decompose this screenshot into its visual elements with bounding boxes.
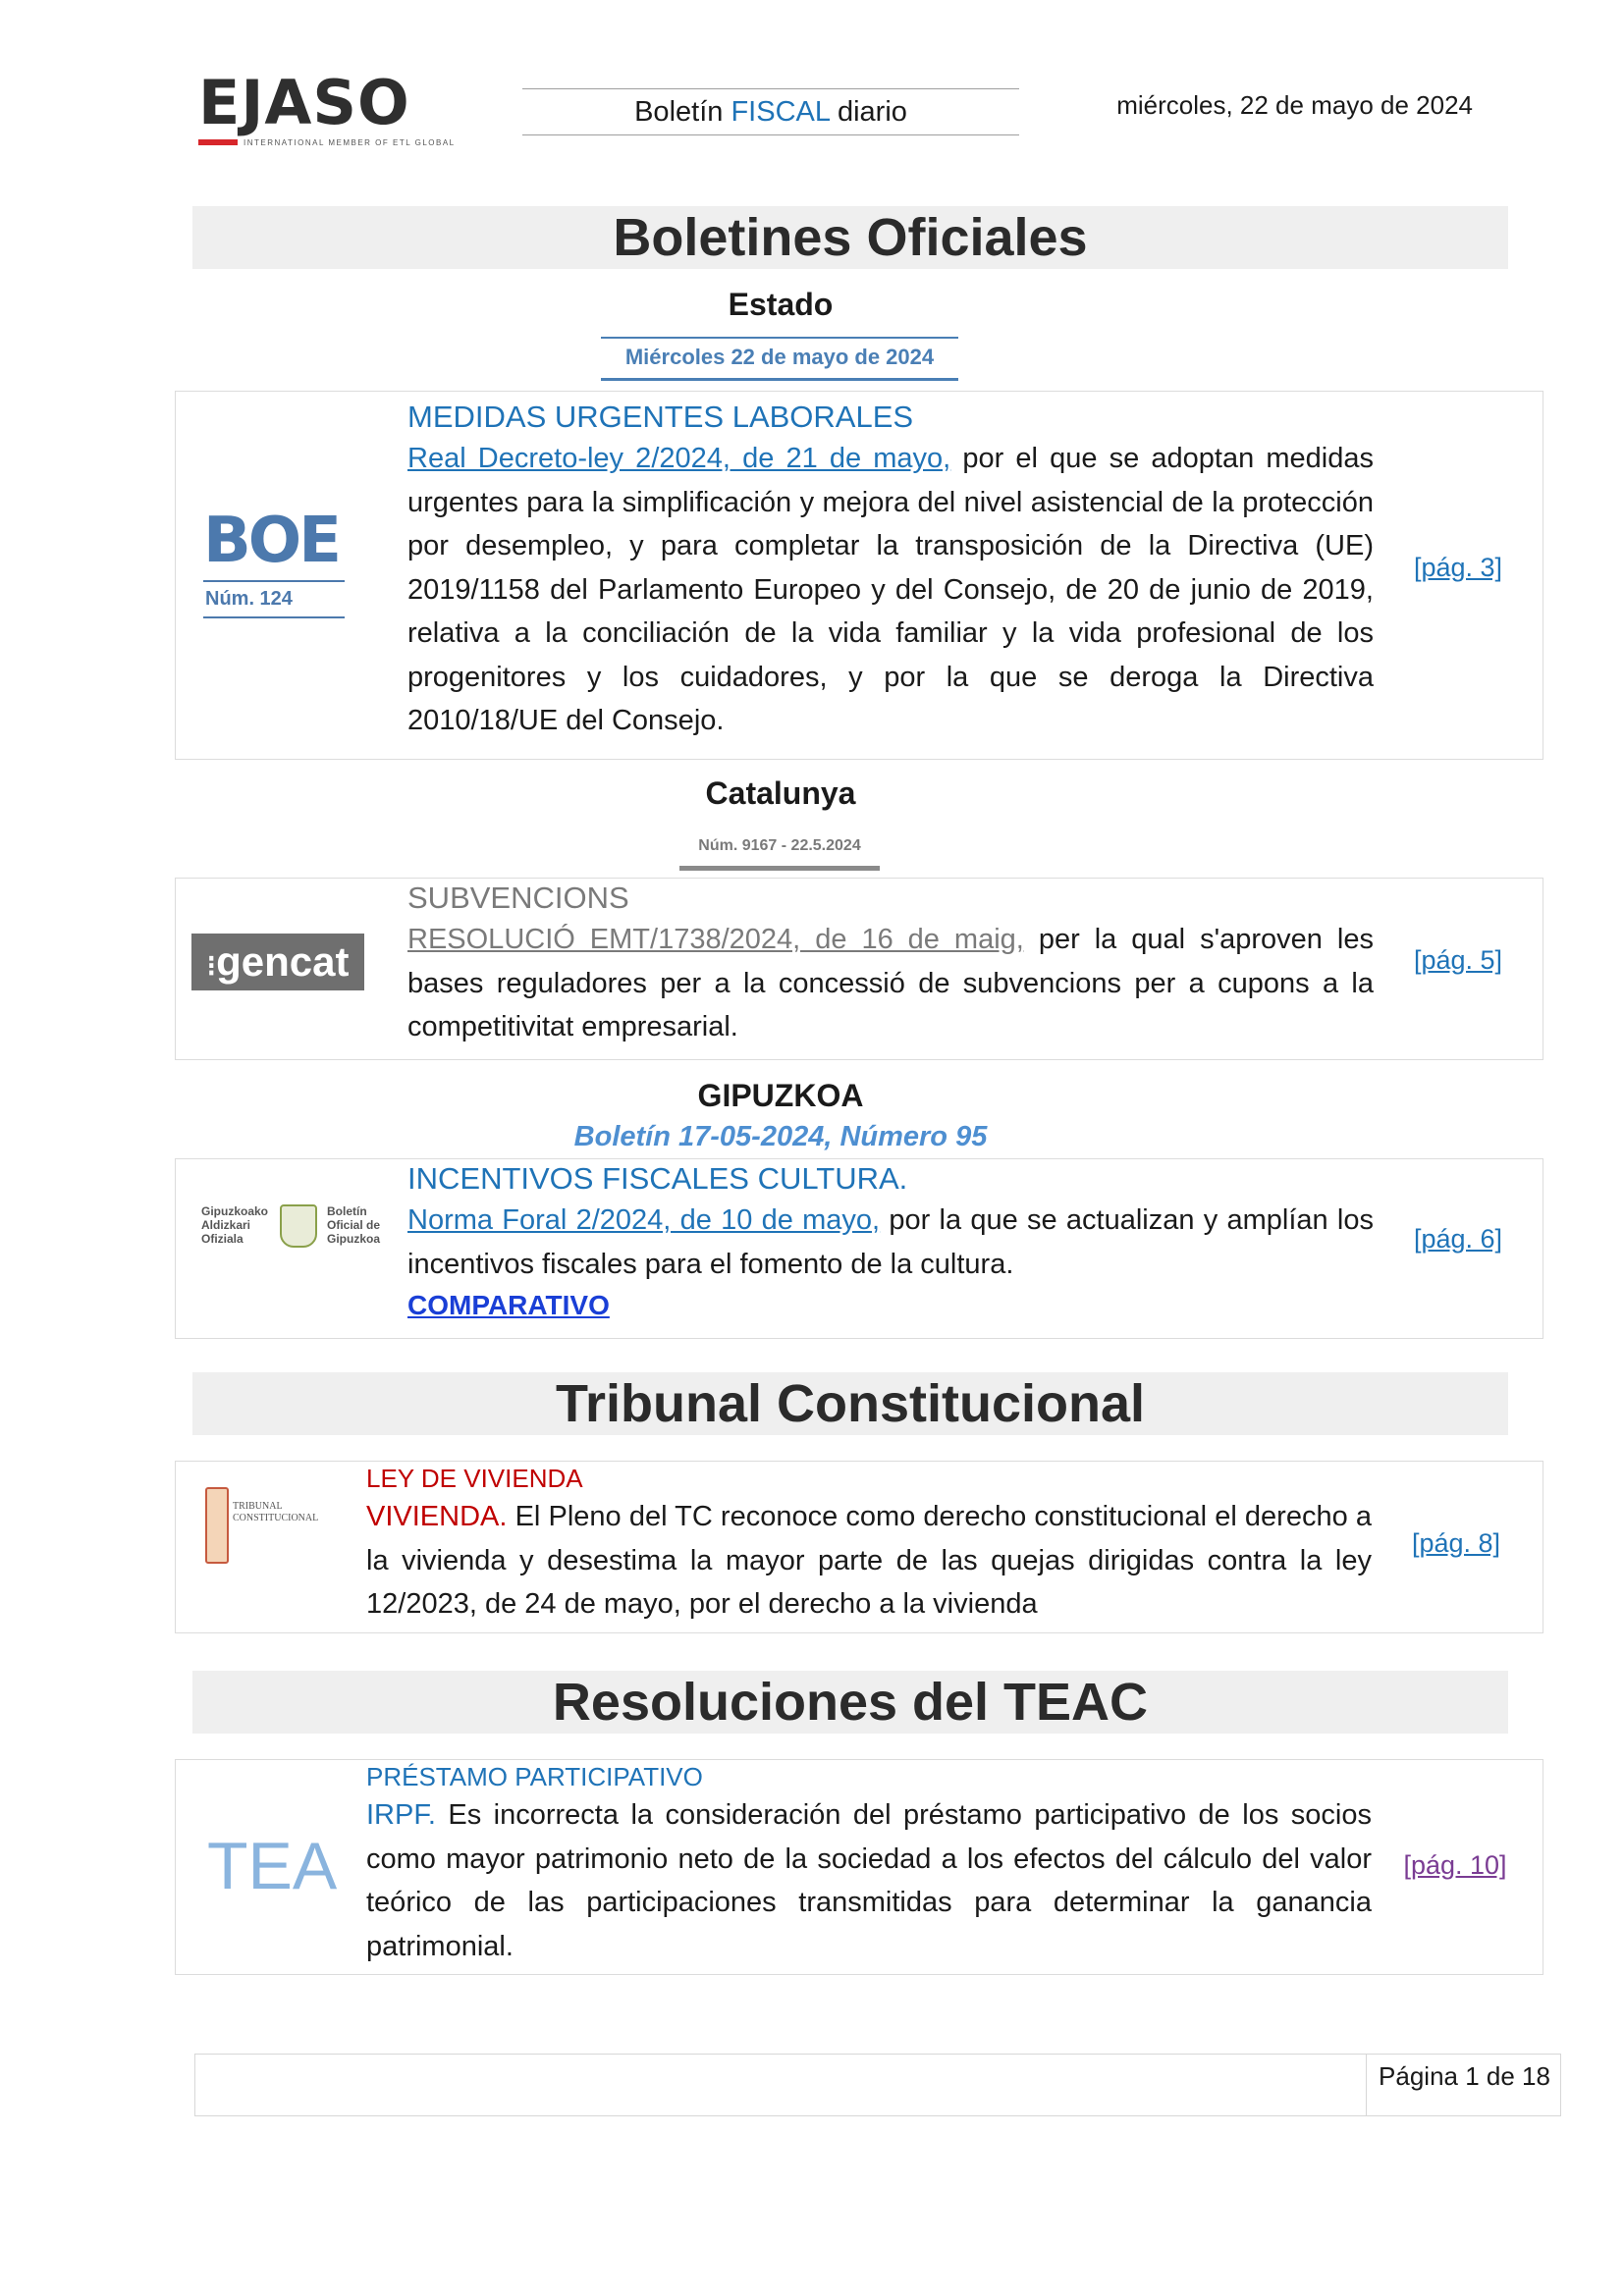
entry-text: El Pleno del TC reconoce como derecho constitucional el derecho a la vivienda y desestima la mayor parte de las quejas dirigidas contra la ley 12/2023, de 24 de mayo, por el derecho a la vivienda xyxy=(366,1501,1372,1620)
gencat-logo-text: gencat xyxy=(216,938,350,985)
teac-logo: TEA xyxy=(207,1829,338,1903)
logo-tagline: INTERNATIONAL MEMBER OF ETL GLOBAL xyxy=(244,138,456,147)
boe-date-stamp: Miércoles 22 de mayo de 2024 xyxy=(601,337,958,381)
gipuzkoa-entry-card xyxy=(175,1158,1543,1339)
page-link-8[interactable]: [pág. 8] xyxy=(1411,1528,1501,1558)
entry-lead: IRPF. xyxy=(366,1799,436,1831)
entry-text: por el que se adoptan medidas urgentes para la simplificación y mejora del nivel asistencial de la protección por desempleo, y para completar la transposición de la Directiva (UE) 2019/1158 del Parlamento Europeo y del Consejo, de 20 de junio de 2019, relativa a la conciliación de la vida familiar y la vida profesional de los progenitores y los cuidadores, y por la que se deroga la Directiva 2010/18/UE del Consejo. xyxy=(407,443,1374,736)
boe-logo-letters: BOE xyxy=(203,505,339,577)
entry-text: Es incorrecta la consideración del préstamo participativo de los socios como mayor patrimonio neto de la sociedad a los efectos del cálculo del valor teórico de las participaciones transmitidas para determinar la ganancia patrimonial. xyxy=(366,1799,1372,1962)
ejaso-logo xyxy=(198,67,456,151)
entry-description xyxy=(407,437,1374,743)
tc-logo-text: TRIBUNAL CONSTITUCIONAL xyxy=(233,1501,319,1523)
entry-category: SUBVENCIONS xyxy=(407,881,629,915)
page-counter: Página 1 de 18 xyxy=(1379,2061,1550,2091)
gencat-dots-icon: ⁝ xyxy=(206,950,217,983)
logo-red-bar xyxy=(198,139,238,145)
bulletin-prefix: Boletín xyxy=(634,96,724,128)
bulletin-fiscal: FISCAL xyxy=(731,96,830,128)
estado-heading: Estado xyxy=(728,287,834,322)
comparativo-link[interactable]: COMPARATIVO xyxy=(407,1290,610,1320)
tc-emblem-icon xyxy=(205,1487,229,1564)
page-footer xyxy=(194,2054,1561,2116)
page-link-3[interactable]: [pág. 3] xyxy=(1413,553,1503,582)
entry-category: PRÉSTAMO PARTICIPATIVO xyxy=(366,1762,703,1791)
bog-bulletin-stamp: Boletín 17-05-2024, Número 95 xyxy=(573,1121,988,1152)
logo-wordmark: EJASO xyxy=(198,67,410,138)
gipuzkoa-crest-icon xyxy=(280,1204,317,1248)
bog-logo-right-text: Boletín Oficial de Gipuzkoa xyxy=(327,1204,381,1246)
boe-entry-card xyxy=(175,391,1543,760)
entry-text: per la qual s'aproven les bases reguladores per a la concessió de subvencions per a cupons a la competitivitat empresarial. xyxy=(407,924,1374,1042)
section-title-tc: Tribunal Constitucional xyxy=(192,1372,1508,1435)
header-date: miércoles, 22 de mayo de 2024 xyxy=(1116,90,1473,120)
gipuzkoa-heading: GIPUZKOA xyxy=(697,1078,864,1113)
catalunya-heading: Catalunya xyxy=(705,775,856,811)
norma-foral-link[interactable]: Norma Foral 2/2024, de 10 de mayo, xyxy=(407,1204,881,1236)
gencat-resolution-link[interactable]: RESOLUCIÓ EMT/1738/2024, de 16 de maig, xyxy=(407,924,1024,955)
dogc-number-stamp: Núm. 9167 - 22.5.2024 xyxy=(679,832,880,871)
entry-description xyxy=(366,1793,1372,1968)
entry-category: INCENTIVOS FISCALES CULTURA. xyxy=(407,1161,908,1196)
boe-logo xyxy=(203,505,345,627)
bulletin-suffix: diario xyxy=(837,96,907,128)
entry-lead: VIVIENDA. xyxy=(366,1501,508,1532)
bulletin-title xyxy=(522,88,1019,135)
teac-entry-card xyxy=(175,1759,1543,1975)
section-title-boletines: Boletines Oficiales xyxy=(192,206,1508,269)
gencat-logo xyxy=(191,934,364,990)
entry-text: por la que se actualizan y amplían los incentivos fiscales para el fomento de la cultura. xyxy=(407,1204,1374,1280)
entry-description xyxy=(407,1199,1374,1286)
bog-logo-left-text: Gipuzkoako Aldizkari Ofiziala xyxy=(201,1204,269,1246)
entry-description xyxy=(407,918,1374,1049)
gencat-entry-card xyxy=(175,878,1543,1060)
page-link-10[interactable]: [pág. 10] xyxy=(1403,1850,1507,1880)
page-link-5[interactable]: [pág. 5] xyxy=(1413,945,1503,975)
boe-issue-number: Núm. 124 xyxy=(203,580,345,618)
entry-description xyxy=(366,1495,1372,1627)
entry-category: LEY DE VIVIENDA xyxy=(366,1464,583,1493)
tc-entry-card xyxy=(175,1461,1543,1633)
page-link-6[interactable]: [pág. 6] xyxy=(1413,1224,1503,1254)
footer-divider xyxy=(1366,2055,1367,2115)
boe-decree-link[interactable]: Real Decreto-ley 2/2024, de 21 de mayo, xyxy=(407,443,951,474)
section-title-teac: Resoluciones del TEAC xyxy=(192,1671,1508,1734)
entry-category: MEDIDAS URGENTES LABORALES xyxy=(407,400,914,434)
